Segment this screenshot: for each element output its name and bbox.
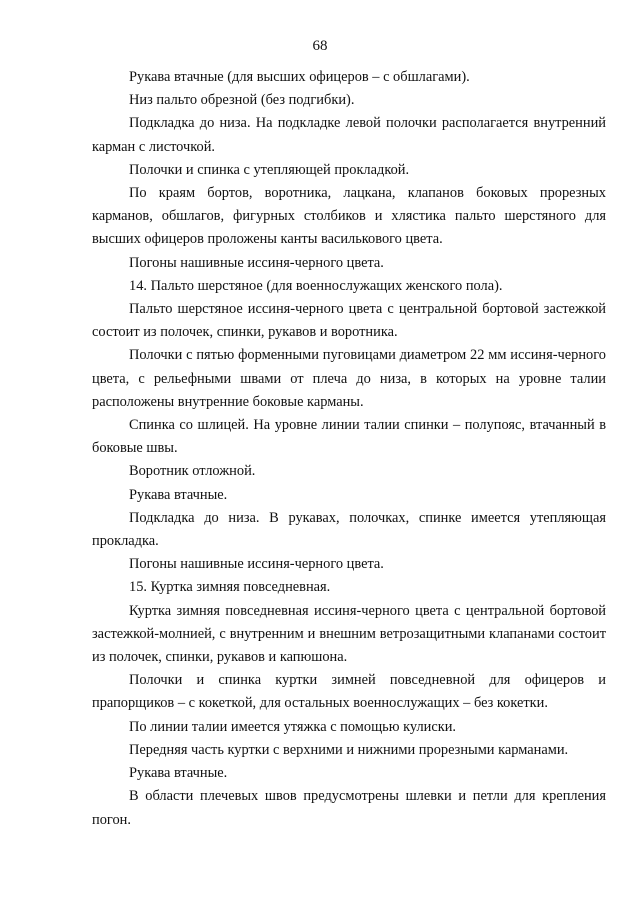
paragraph: Полочки с пятью форменными пуговицами диаметром 22 мм иссиня-черного цвета, с рельефными швами от плеча до низа, в которых на уровне талии расположены внутренние боковые карманы. bbox=[92, 347, 606, 410]
paragraph: Рукава втачные (для высших офицеров – с обшлагами). bbox=[129, 69, 470, 85]
paragraph: Низ пальто обрезной (без подгибки). bbox=[129, 92, 355, 109]
paragraph: Воротник отложной. bbox=[129, 463, 256, 480]
paragraph: Куртка зимняя повседневная иссиня-черного цвета с центральной бортовой застежкой-молнией, с внутренним и внешним ветрозащитными клапанами состоит из полочек, спинки, рукавов и капюшона. bbox=[92, 602, 606, 666]
body-text bbox=[92, 66, 606, 832]
paragraph: Полочки и спинка с утепляющей прокладкой. bbox=[129, 161, 410, 178]
paragraph: По линии талии имеется утяжка с помощью кулиски. bbox=[129, 718, 457, 735]
section-heading: 15. Куртка зимняя повседневная. bbox=[129, 579, 331, 596]
paragraph: По краям бортов, воротника, лацкана, клапанов боковых прорезных карманов, обшлагов, фигурных столбиков и хлястика пальто шерстяного для высших офицеров проложены канты василькового цвета. bbox=[92, 185, 606, 248]
paragraph: Рукава втачные. bbox=[129, 765, 228, 782]
page-number: 68 bbox=[312, 38, 328, 54]
paragraph: Полочки и спинка куртки зимней повседневной для офицеров и прапорщиков – с кокеткой, для остальных военнослужащих – без кокетки. bbox=[92, 672, 606, 712]
paragraph: Спинка со шлицей. На уровне линии талии спинки – полупояс, втачанный в боковые швы. bbox=[92, 417, 606, 457]
paragraph: Погоны нашивные иссиня-черного цвета. bbox=[129, 254, 384, 271]
paragraph: Погоны нашивные иссиня-черного цвета. bbox=[129, 556, 384, 573]
paragraph: Подкладка до низа. В рукавах, полочках, спинке имеется утепляющая прокладка. bbox=[92, 509, 606, 550]
section-heading: 14. Пальто шерстяное (для военнослужащих женского пола). bbox=[129, 277, 503, 294]
paragraph: В области плечевых швов предусмотрены шлевки и петли для крепления погон. bbox=[92, 788, 606, 828]
paragraph: Подкладка до низа. На подкладке левой полочки располагается внутренний карман с листочкой. bbox=[92, 115, 606, 155]
paragraph: Пальто шерстяное иссиня-черного цвета с центральной бортовой застежкой состоит из полочек, спинки, рукавов и воротника. bbox=[92, 301, 606, 341]
paragraph: Передняя часть куртки с верхними и нижними прорезными карманами. bbox=[129, 741, 569, 758]
paragraph: Рукава втачные. bbox=[129, 486, 228, 503]
